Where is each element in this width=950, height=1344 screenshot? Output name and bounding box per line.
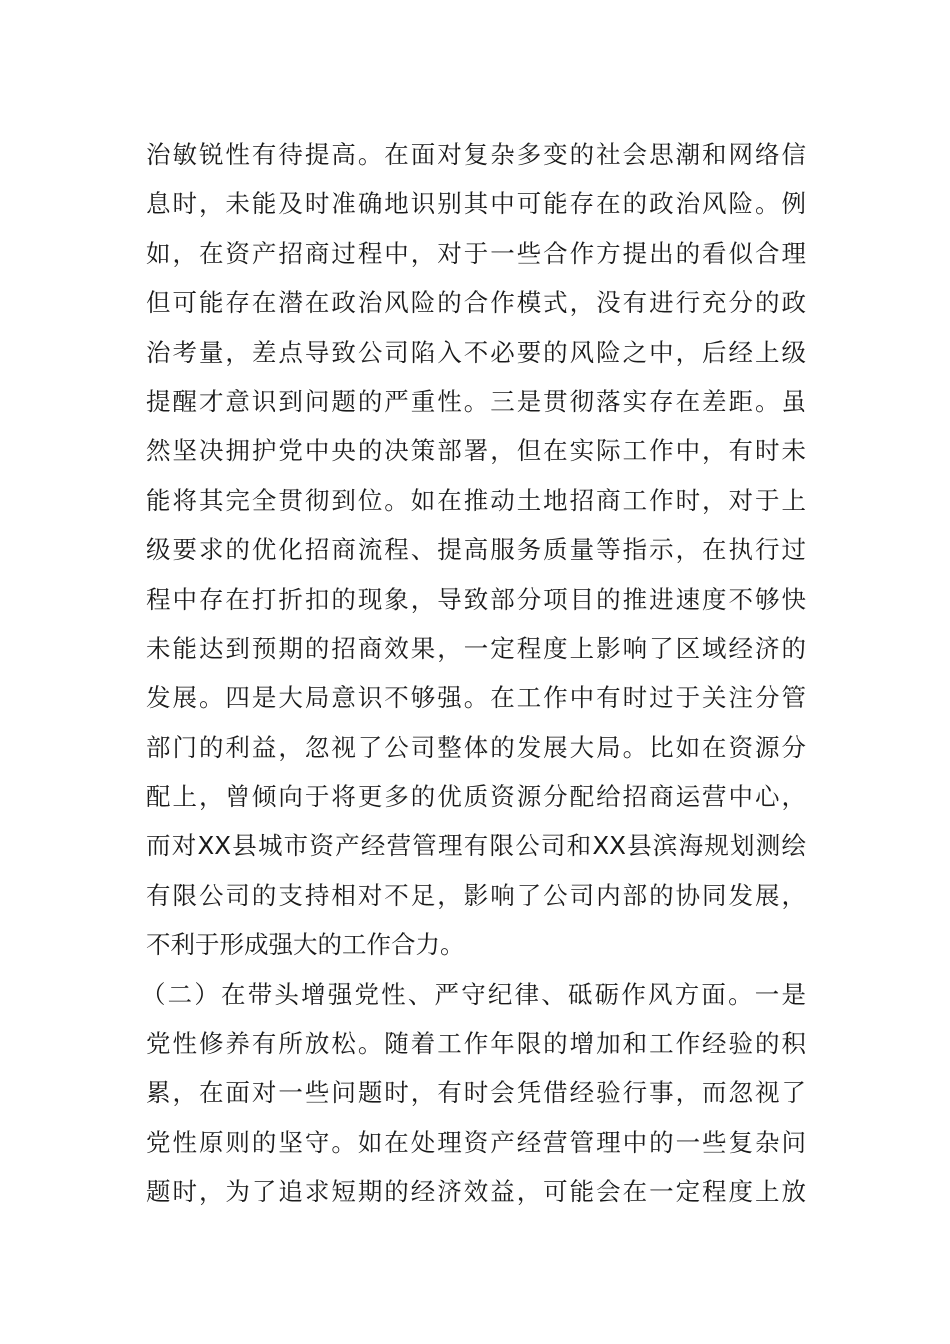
text-line: 程中存在打折扣的现象，导致部分项目的推进速度不够快: [146, 584, 806, 614]
text-line: 题时，为了追求短期的经济效益，可能会在一定程度上放: [146, 1177, 806, 1207]
text-line: 然坚决拥护党中央的决策部署，但在实际工作中，有时未: [146, 436, 806, 466]
text-line: 但可能存在潜在政治风险的合作模式，没有进行充分的政: [146, 288, 806, 318]
text-line: 不利于形成强大的工作合力。: [146, 930, 465, 960]
text-line: 党性原则的坚守。如在处理资产经营管理中的一些复杂问: [146, 1127, 806, 1157]
text-line: 发展。四是大局意识不够强。在工作中有时过于关注分管: [146, 683, 806, 713]
text-line: 党性修养有所放松。随着工作年限的增加和工作经验的积: [146, 1029, 806, 1059]
body-text: [141, 130, 806, 1217]
text-line: 有限公司的支持相对不足，影响了公司内部的协同发展，: [146, 880, 806, 910]
text-line: 能将其完全贯彻到位。如在推动土地招商工作时，对于上: [146, 485, 806, 515]
text-line: 累，在面对一些问题时，有时会凭借经验行事，而忽视了: [146, 1078, 806, 1108]
text-line: 未能达到预期的招商效果，一定程度上影响了区域经济的: [146, 633, 806, 663]
text-line: 部门的利益，忽视了公司整体的发展大局。比如在资源分: [146, 732, 806, 762]
text-line: 如，在资产招商过程中，对于一些合作方提出的看似合理: [146, 238, 806, 268]
text-line: 治考量，差点导致公司陷入不必要的风险之中，后经上级: [146, 337, 806, 367]
text-line: 治敏锐性有待提高。在面对复杂多变的社会思潮和网络信: [146, 140, 806, 169]
section-heading-line: （二）在带头增强党性、严守纪律、砥砺作风方面。一是: [141, 979, 806, 1009]
text-line: 提醒才意识到问题的严重性。三是贯彻落实存在差距。虽: [146, 386, 806, 416]
text-line: 息时，未能及时准确地识别其中可能存在的政治风险。例: [146, 189, 806, 219]
text-line: 级要求的优化招商流程、提高服务质量等指示，在执行过: [146, 535, 806, 565]
text-line: 而对XX县城市资产经营管理有限公司和XX县滨海规划测绘: [146, 831, 806, 861]
text-line: 配上，曾倾向于将更多的优质资源分配给招商运营中心，: [146, 782, 806, 812]
